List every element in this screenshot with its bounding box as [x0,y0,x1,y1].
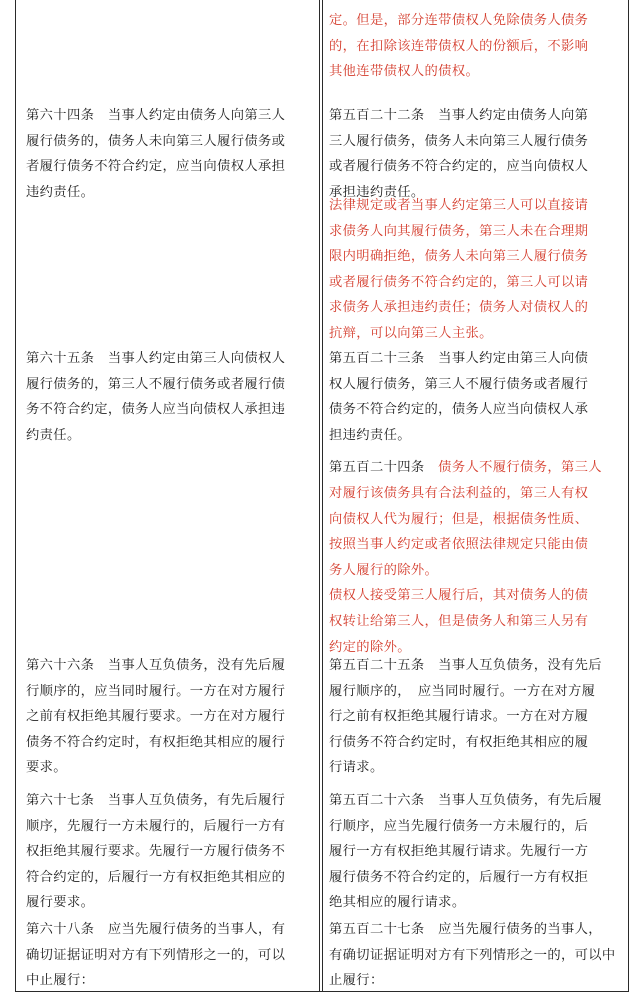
right-article-523: 第五百二十三条 当事人约定由第三人向债 权人履行债务，第三人不履行债务或者履行 债务不符合约定的，债务人应当向债权人承 担违约责任。 [329,351,589,443]
right-article-527: 第五百二十七条 应当先履行债务的当事人， 有确切证据证明对方有下列情形之一的，可以中 止履行： [329,922,616,989]
left-article-65: 第六十五条 当事人约定由第三人向债权人 履行债务的，第三人不履行债务或者履行债 务不符合约定，债务人应当向债权人承担违 约责任。 [26,351,286,443]
right-continuation-text: 定。但是，部分连带债权人免除债务人债务 的，在扣除该连带债权人的份额后，不影响 其他连带债权人的债权。 [329,13,589,80]
left-article-67: 第六十七条 当事人互负债务，有先后履行 顺序，先履行一方未履行的，后履行一方有 权拒绝其履行要求。先履行一方履行债务不 符合约定的，后履行一方有权拒绝其相应的 履行要求。 [26,793,286,911]
column-divider [319,0,323,991]
right-article-526: 第五百二十六条 当事人互负债务，有先后履 行顺序，应当先履行债务一方未履行的，后 履行一方有权拒绝其履行请求。先履行一方 履行债务不符合约定的，后履行一方有权拒 绝其相应的履行请求。 [329,793,602,911]
right-article-524-line1 [329,455,602,481]
article-524-first-line: 债务人不履行债务，第三人 [424,460,602,475]
left-article-64: 第六十四条 当事人约定由债务人向第三人 履行债务的，债务人未向第三人履行债务或 者履行债务不符合约定，应当向债权人承担 违约责任。 [26,108,286,200]
left-article-68: 第六十八条 应当先履行债务的当事人，有 确切证据证明对方有下列情形之一的，可以 中止履行： [26,922,286,989]
article-524-heading: 第五百二十四条 [329,460,425,475]
right-article-522-para2: 法律规定或者当事人约定第三人可以直接请 求债务人向其履行债务，第三人未在合理期 限内明确拒绝，债务人未向第三人履行债务 或者履行债务不符合约定的，第三人可以请 求债务人承担违约责任；债务人对债权人的 抗辩，可以向第三人主张。 [329,198,589,341]
right-article-525: 第五百二十五条 当事人互负债务，没有先后 履行顺序的， 应当同时履行。一方在对方履 行之前有权拒绝其履行请求。一方在对方履 行债务不符合约定时，有权拒绝其相应的履 行请求。 [329,658,602,776]
left-article-66: 第六十六条 当事人互负债务，没有先后履 行顺序的，应当同时履行。一方在对方履行 之前有权拒绝其履行要求。一方在对方履行 债务不符合约定时，有权拒绝其相应的履行 要求。 [26,658,286,776]
right-article-522-para1: 第五百二十二条 当事人约定由债务人向第 三人履行债务，债务人未向第三人履行债务 或者履行债务不符合约定的，应当向债权人 承担违约责任。 [329,108,589,200]
right-article-524-body: 对履行该债务具有合法利益的，第三人有权 向债权人代为履行；但是，根据债务性质、 按照当事人约定或者依照法律规定只能由债 务人履行的除外。 债权人接受第三人履行后，其对债务人的债 权转让给第三人，但是债务人和第三人另有 约定的除外。 [329,486,589,655]
